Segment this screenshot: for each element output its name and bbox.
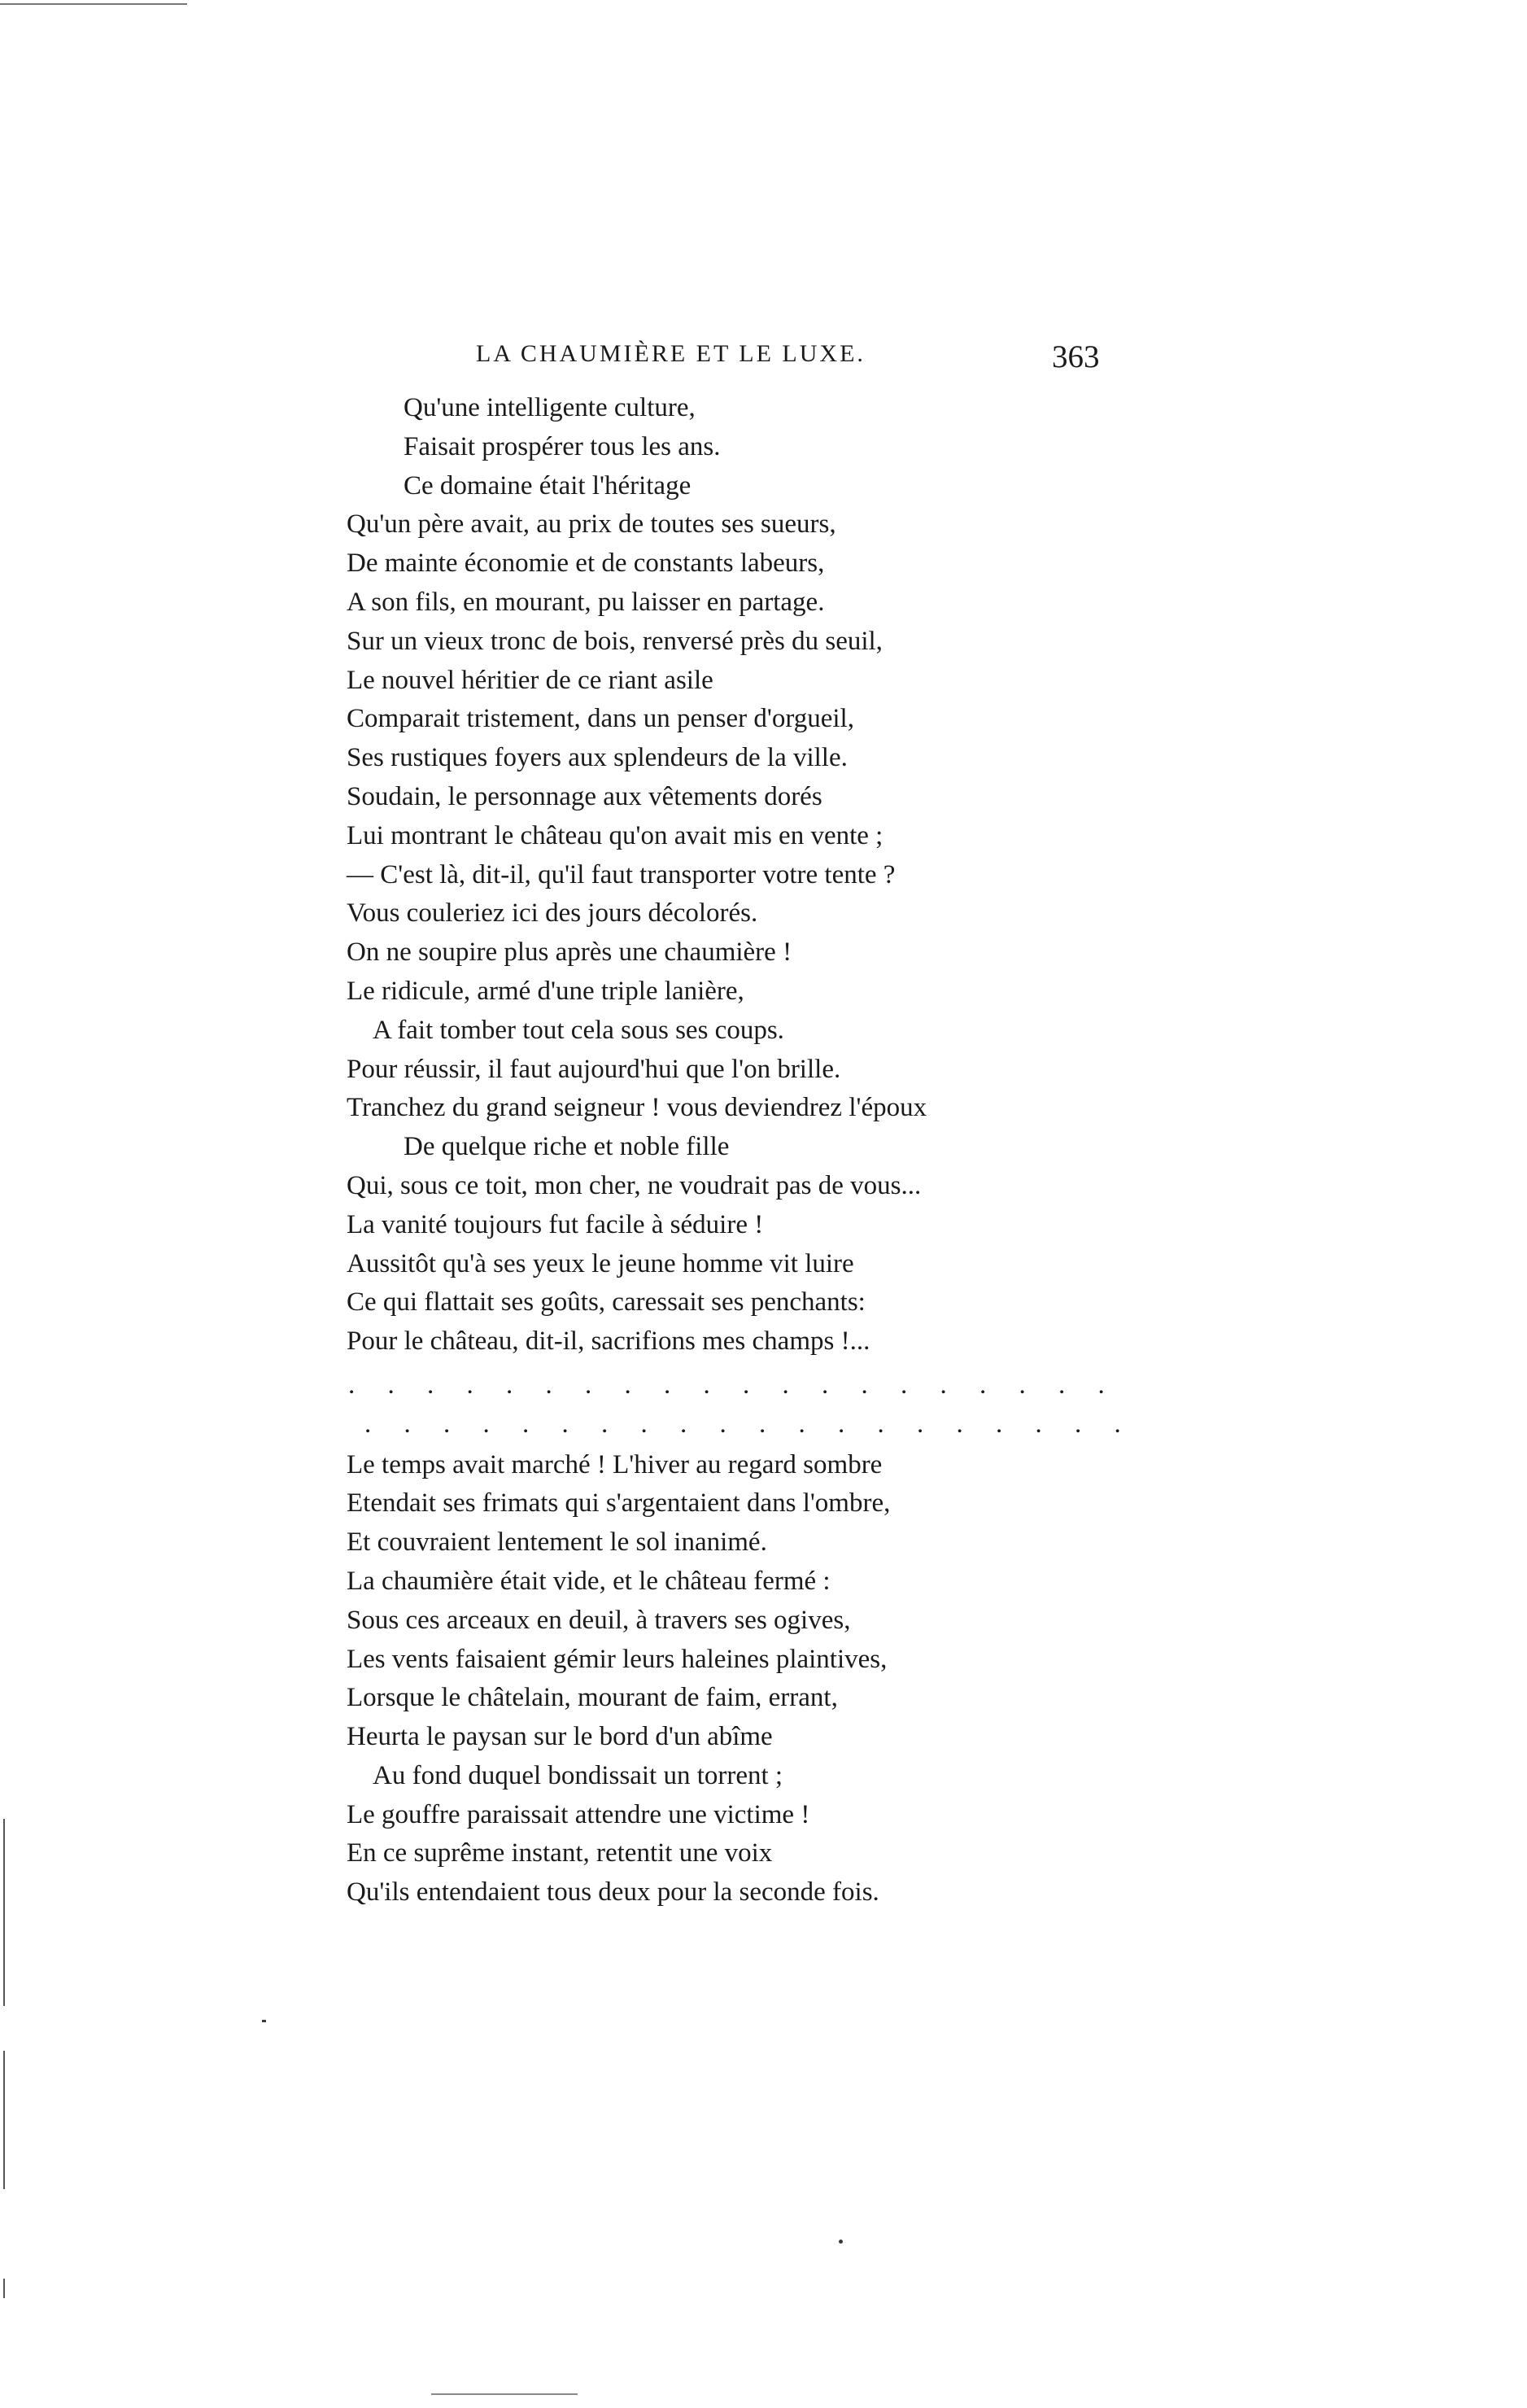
scan-artifact-top-line [0, 3, 187, 5]
verse-line: Le temps avait marché ! L'hiver au regard sombre [347, 1449, 883, 1479]
verse-line: En ce suprême instant, retentit une voix [347, 1838, 773, 1868]
verse-line: Lorsque le châtelain, mourant de faim, errant, [347, 1683, 838, 1713]
verse-line: Ce domaine était l'héritage [404, 470, 692, 500]
verse-line: De quelque riche et noble fille [404, 1132, 730, 1162]
scan-artifact-speck-2 [262, 2020, 266, 2022]
poem-text [347, 389, 1160, 1912]
verse-line: Comparait tristement, dans un penser d'orgueil, [347, 704, 854, 734]
verse-line: Pour réussir, il faut aujourd'hui que l'on brille. [347, 1054, 841, 1084]
stanza-2 [347, 1446, 1160, 1913]
ellipsis-row: . . . . . . . . . . . . . . . . . . . . [348, 1370, 1118, 1400]
verse-line: Qu'un père avait, au prix de toutes ses sueurs, [347, 509, 836, 540]
verse-line: Le ridicule, armé d'une triple lanière, [347, 976, 744, 1006]
ellipsis-separator [347, 1366, 1160, 1444]
verse-line: Ce qui flattait ses goûts, caressait ses penchants: [347, 1287, 866, 1318]
verse-line: Qu'une intelligente culture, [404, 393, 696, 422]
scan-artifact-speck-1 [839, 2240, 843, 2244]
verse-line: — C'est là, dit-il, qu'il faut transporter votre tente ? [347, 859, 896, 889]
verse-line: Et couvraient lentement le sol inanimé. [347, 1527, 767, 1558]
verse-line: Lui montrant le château qu'on avait mis en vente ; [347, 820, 883, 850]
verse-line: Au fond duquel bondissait un torrent ; [373, 1760, 783, 1790]
verse-line: A fait tomber tout cela sous ses coups. [373, 1015, 784, 1045]
verse-line: Sur un vieux tronc de bois, renversé près du seuil, [347, 626, 883, 656]
verse-line: Soudain, le personnage aux vêtements dorés [347, 781, 822, 811]
page-number: 363 [1052, 339, 1100, 374]
verse-line: Vous couleriez ici des jours décolorés. [347, 898, 758, 929]
verse-line: Qui, sous ce toit, mon cher, ne voudrait pas de vous... [347, 1170, 922, 1200]
verse-line: Sous ces arceaux en deuil, à travers ses ogives, [347, 1605, 851, 1635]
verse-line: Heurta le paysan sur le bord d'un abîme [347, 1722, 773, 1752]
verse-line: Qu'ils entendaient tous deux pour la seconde fois. [347, 1877, 879, 1908]
scan-artifact-bottom-line [431, 2393, 578, 2395]
verse-line: La vanité toujours fut facile à séduire ! [347, 1209, 764, 1239]
verse-line: Tranchez du grand seigneur ! vous deviendrez l'époux [347, 1093, 927, 1123]
scan-artifact-left-rule-2 [3, 2051, 5, 2189]
verse-line: Pour le château, dit-il, sacrifions mes champs !... [347, 1326, 870, 1357]
verse-line: Le nouvel héritier de ce riant asile [347, 665, 713, 695]
verse-line: Les vents faisaient gémir leurs haleines plaintives, [347, 1644, 888, 1674]
verse-line: Etendait ses frimats qui s'argentaient dans l'ombre, [347, 1488, 891, 1519]
verse-line: Faisait prospérer tous les ans. [404, 431, 721, 461]
verse-line: Aussitôt qu'à ses yeux le jeune homme vit luire [347, 1248, 854, 1278]
verse-line: Ses rustiques foyers aux splendeurs de la ville. [347, 743, 848, 773]
verse-line: On ne soupire plus après une chaumière ! [347, 937, 792, 968]
verse-line: A son fils, en mourant, pu laisser en partage. [347, 587, 825, 617]
scan-artifact-left-tick [3, 2279, 5, 2298]
verse-line: La chaumière était vide, et le château fermé : [347, 1566, 831, 1596]
verse-line: De mainte économie et de constants labeurs, [347, 548, 825, 579]
scan-artifact-left-rule-1 [3, 1819, 5, 2006]
verse-line: Le gouffre paraissait attendre une victime ! [347, 1799, 810, 1829]
running-head: LA CHAUMIÈRE ET LE LUXE. [476, 340, 866, 367]
ellipsis-row: . . . . . . . . . . . . . . . . . . . . [364, 1409, 1134, 1439]
stanza-1 [347, 389, 1160, 1361]
